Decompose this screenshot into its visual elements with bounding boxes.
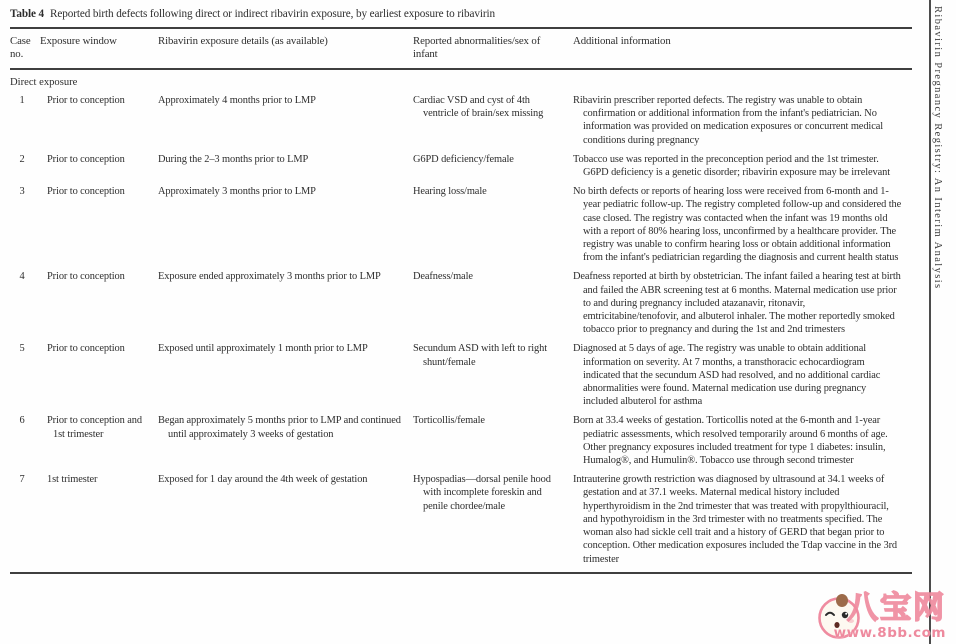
table-row-case-5 xyxy=(10,342,912,408)
exposure-details-cell: Began approximately 5 months prior to LMP and continued until approximately 3 weeks of gestation xyxy=(158,415,401,440)
exposure-window-cell: Prior to conception xyxy=(47,186,125,198)
abnormalities-cell: Hypospadias—dorsal penile hood with incomplete foreskin and penile chordee/male xyxy=(413,474,551,512)
exposure-window-cell: 1st trimester xyxy=(47,474,98,486)
watermark-site-name: 八宝网 xyxy=(847,590,946,626)
table-label: Table 4 xyxy=(10,8,45,20)
additional-info-cell: Deafness reported at birth by obstetrician. The infant failed a hearing test at birth and failed the ABR screening test at 6 months. Maternal medication use prior to and during pregnancy included atazanavir, ritonavir, emtricitabine/tenofovir, and albuterol inhaler. The mother reportedly smoked tobacco prior to pregnancy and during the 1st and 2nd trimesters xyxy=(573,271,901,336)
exposure-details-cell: Exposure ended approximately 3 months prior to LMP xyxy=(158,271,381,283)
abnormalities-cell: Secundum ASD with left to right shunt/female xyxy=(413,343,547,368)
table-row-case-1 xyxy=(10,94,912,147)
table-row-case-3 xyxy=(10,185,912,264)
table-bottom-rule xyxy=(10,572,912,574)
case-number: 4 xyxy=(19,271,25,283)
watermark-url: www.8bb.com xyxy=(833,625,946,641)
header-abnormalities: Reported abnormalities/sex of infant xyxy=(413,35,541,60)
table-caption xyxy=(10,2,912,27)
exposure-details-cell: Approximately 4 months prior to LMP xyxy=(158,95,316,106)
table-caption-text: Reported birth defects following direct or indirect ribavirin exposure, by earliest exposure to ribavirin xyxy=(50,8,495,20)
site-watermark xyxy=(726,584,956,644)
additional-info-cell: No birth defects or reports of hearing loss were received from 6-month and 1-year pediatric follow-up. The registry completed follow-up and considered the case closed. The registry was contacted when the infant was 19 months old with a report of 80% hearing loss, unconfirmed by a healthcare provider. The registry was unable to confirm hearing loss or obtain additional information from the infant's pediatrician regarding the diagnosis and current health status xyxy=(573,186,902,264)
exposure-details-cell: During the 2–3 months prior to LMP xyxy=(158,153,309,165)
table-header-rule xyxy=(10,68,912,70)
table-row-case-6 xyxy=(10,414,912,467)
exposure-details-cell: Exposed until approximately 1 month prior to LMP xyxy=(158,343,368,355)
additional-info-cell: Intrauterine growth restriction was diagnosed by ultrasound at 34.1 weeks of gestation and at 37.1 weeks. Maternal medical history included hyperthyroidism in the 2nd trimester that was treated with propylthiouracil, and hypothyroidism in the 3rd trimester with no treatments specified. The woman also had sickle cell trait and a history of GERD that began prior to conception. Other medication exposures included the Tdap vaccine in the 3rd trimester xyxy=(573,474,898,565)
case-number: 2 xyxy=(19,153,25,165)
table-4-article xyxy=(10,2,912,574)
additional-info-cell: Ribavirin prescriber reported defects. The registry was unable to obtain confirmation or additional information from the infant's pediatrician. No information was provided on medication exposures or concurrent medical conditions during pregnancy xyxy=(573,95,884,146)
header-exposure-window: Exposure window xyxy=(40,35,117,47)
section-header-direct-exposure: Direct exposure xyxy=(10,77,78,88)
exposure-details-cell: Approximately 3 months prior to LMP xyxy=(158,186,316,198)
table-row-case-2 xyxy=(10,153,912,179)
exposure-window-cell: Prior to conception xyxy=(47,343,125,355)
table-row-case-4 xyxy=(10,270,912,336)
abnormalities-cell: Torticollis/female xyxy=(413,415,485,427)
case-number: 1 xyxy=(19,95,25,106)
abnormalities-cell: Hearing loss/male xyxy=(413,186,487,198)
table-header-row xyxy=(10,29,912,68)
header-case-no: Case no. xyxy=(10,35,31,60)
page-margin-rule xyxy=(929,0,931,644)
exposure-window-cell: Prior to conception xyxy=(47,153,125,165)
exposure-window-cell: Prior to conception xyxy=(47,95,125,106)
case-number: 5 xyxy=(19,343,25,355)
header-additional-info: Additional information xyxy=(573,35,671,47)
abnormalities-cell: Deafness/male xyxy=(413,271,473,283)
abnormalities-cell: G6PD deficiency/female xyxy=(413,153,514,165)
case-number: 6 xyxy=(19,415,25,427)
case-number: 7 xyxy=(19,474,25,486)
table-row-case-7 xyxy=(10,473,912,565)
additional-info-cell: Diagnosed at 5 days of age. The registry was unable to obtain additional information on severity. At 7 months, a transthoracic echocardiogram indicated that the secundum ASD had resolved, and no additional cardiac abnormalities were found. Maternal medication use during pregnancy included albuterol for asthma xyxy=(573,343,881,408)
journal-running-title: Ribavirin Pregnancy Registry: An Interim Analysis xyxy=(932,6,943,290)
case-number: 3 xyxy=(19,186,25,198)
abnormalities-cell: Cardiac VSD and cyst of 4th ventricle of brain/sex missing xyxy=(413,95,544,120)
exposure-details-cell: Exposed for 1 day around the 4th week of gestation xyxy=(158,474,368,486)
exposure-window-cell: Prior to conception and 1st trimester xyxy=(47,415,142,440)
additional-info-cell: Born at 33.4 weeks of gestation. Torticollis noted at the 6-month and 1-year pediatric assessments, which resolved temporarily around 6 months of age. Other pregnancy exposures included treatment for type 1 diabetes: insulin, Humalog®, and Humulin®. Tobacco use through second trimester xyxy=(573,415,888,467)
exposure-window-cell: Prior to conception xyxy=(47,271,125,283)
additional-info-cell: Tobacco use was reported in the preconception period and the 1st trimester. G6PD deficiency is a genetic disorder; ribavirin exposure may be irrelevant xyxy=(573,153,890,179)
header-exposure-details: Ribavirin exposure details (as available) xyxy=(158,35,328,47)
